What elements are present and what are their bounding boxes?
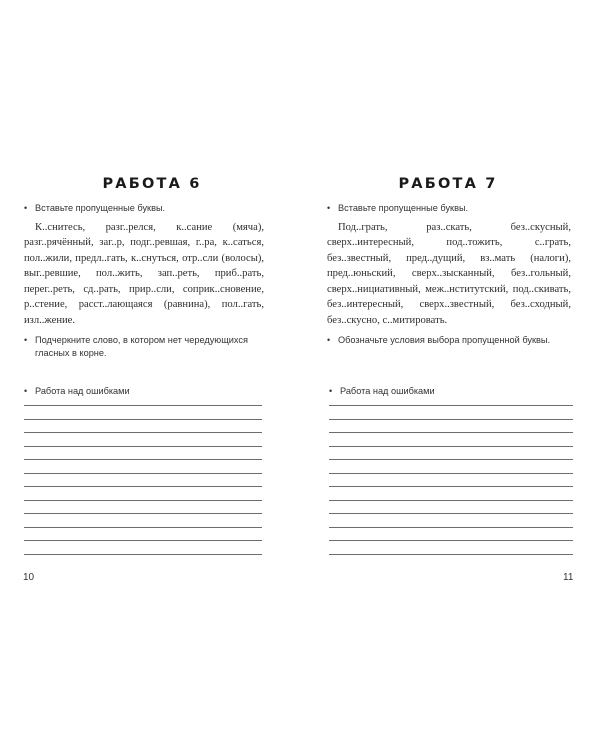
right-instruction-1 xyxy=(327,202,571,216)
writing-line xyxy=(24,473,262,474)
right-instruction-2 xyxy=(327,334,571,348)
left-errors-title-text: Работа над ошибками xyxy=(35,386,130,396)
bullet-icon: • xyxy=(327,203,331,213)
writing-line xyxy=(329,419,573,420)
writing-line xyxy=(24,527,262,528)
bullet-icon: • xyxy=(327,334,331,345)
right-page-title: РАБОТА 7 xyxy=(398,176,498,192)
left-errors-section xyxy=(24,385,262,567)
writing-line xyxy=(329,527,573,528)
bullet-icon: • xyxy=(24,203,28,213)
bullet-icon: • xyxy=(24,334,28,345)
writing-line xyxy=(329,432,573,433)
writing-line xyxy=(24,446,262,447)
writing-line xyxy=(329,540,573,541)
writing-line xyxy=(329,446,573,447)
writing-line xyxy=(24,486,262,487)
right-task-text: Под..грать, раз..скать, без..скусный, сверх..интересный, под..тожить, с..грать, без..звестный, пред..дущий, вз..мать (налоги), пред..юньский, сверх..зысканный, без..гольный, сверх..нициативный, меж..нститутский, под..скивать, без..интересный, сверх..звестный, без..сходный, без..скусно, с..митировать. xyxy=(327,221,571,327)
right-instruction-1-text: Вставьте пропущенные буквы. xyxy=(338,203,469,213)
writing-line xyxy=(329,459,573,460)
writing-line xyxy=(329,473,573,474)
writing-line xyxy=(24,540,262,541)
left-task-block xyxy=(24,202,264,361)
left-instruction-2-text: Подчеркните слово, в котором нет чередующихся гласных в корне. xyxy=(35,334,248,359)
left-page-number: 10 xyxy=(23,572,35,583)
left-page-title: РАБОТА 6 xyxy=(102,176,202,192)
bullet-icon: • xyxy=(329,386,333,396)
right-page-number: 11 xyxy=(563,572,574,583)
right-errors-heading xyxy=(329,385,573,398)
right-writing-lines xyxy=(329,405,573,555)
writing-line xyxy=(329,513,573,514)
writing-line xyxy=(329,405,573,406)
writing-line xyxy=(24,432,262,433)
writing-line xyxy=(24,513,262,514)
left-instruction-1 xyxy=(24,202,264,216)
bullet-icon: • xyxy=(24,386,28,396)
writing-line xyxy=(329,486,573,487)
writing-line xyxy=(329,554,573,555)
writing-line xyxy=(24,500,262,501)
left-instruction-2 xyxy=(24,334,264,361)
writing-line xyxy=(329,500,573,501)
writing-line xyxy=(24,419,262,420)
writing-line xyxy=(24,459,262,460)
right-task-block xyxy=(327,202,571,347)
writing-line xyxy=(24,405,262,406)
right-page xyxy=(300,0,600,750)
right-errors-section xyxy=(329,385,573,567)
left-task-text: К..снитесь, разг..релся, к..сание (мяча), разг..рячённый, заг..р, подг..ревшая, г..ра, к..саться, пол..жили, предл..гать, к..снуться, отр..сли (волосы), выг..ревшие, пол..жить, зап..реть, приб..рать, перег..реть, сд..рать, прир..сли, соприк..сновение, р..стение, расст..лающаяся (равнина), пол..гать, изл..жение. xyxy=(24,221,264,327)
left-instruction-1-text: Вставьте пропущенные буквы. xyxy=(35,203,166,213)
right-errors-title-text: Работа над ошибками xyxy=(340,386,435,396)
writing-line xyxy=(24,554,262,555)
left-errors-heading xyxy=(24,385,262,398)
left-writing-lines xyxy=(24,405,262,555)
right-instruction-2-text: Обозначьте условия выбора пропущенной буквы. xyxy=(338,334,551,345)
